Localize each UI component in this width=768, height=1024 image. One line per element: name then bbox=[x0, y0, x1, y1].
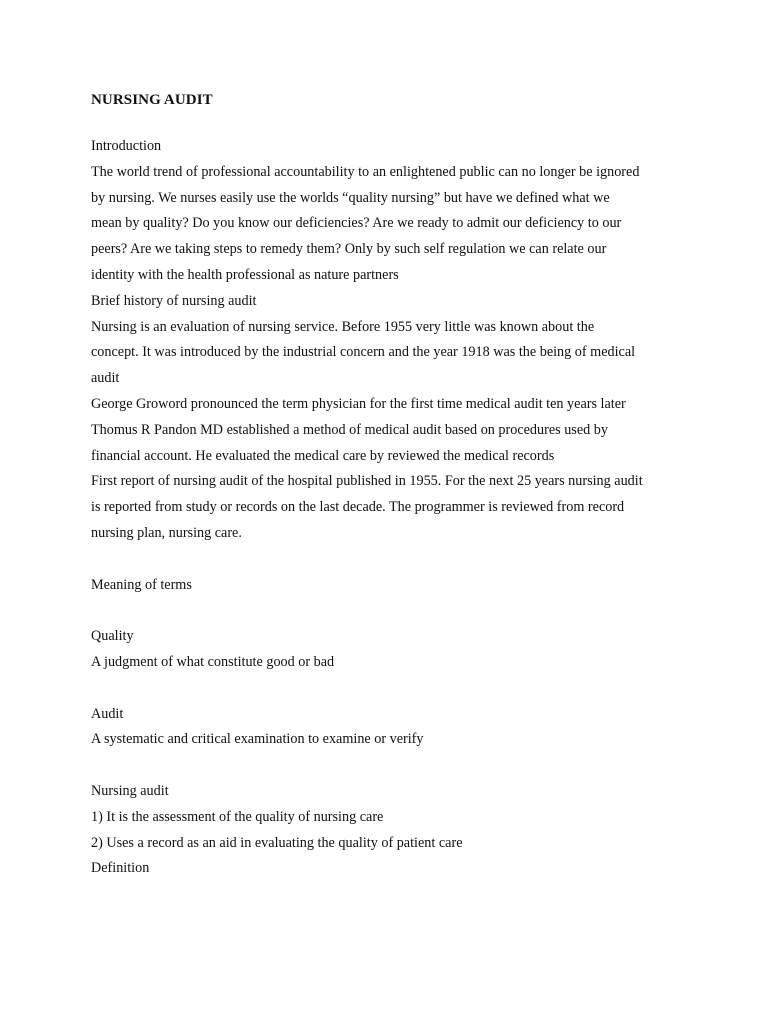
document-body bbox=[91, 89, 691, 882]
text-line: by nursing. We nurses easily use the worlds “quality nursing” but have we defined what we bbox=[91, 189, 610, 206]
text-line: financial account. He evaluated the medical care by reviewed the medical records bbox=[91, 447, 555, 464]
text-line: audit bbox=[91, 370, 120, 387]
text-line: mean by quality? Do you know our deficiencies? Are we ready to admit our deficiency to our bbox=[91, 215, 622, 232]
text-line: nursing plan, nursing care. bbox=[91, 524, 242, 541]
spacer bbox=[91, 111, 691, 134]
document-title: NURSING AUDIT bbox=[91, 92, 213, 108]
heading-introduction: Introduction bbox=[91, 138, 162, 154]
text-line: is reported from study or records on the last decade. The programmer is reviewed from record bbox=[91, 499, 625, 516]
text-line: concept. It was introduced by the industrial concern and the year 1918 was the being of medical bbox=[91, 344, 636, 361]
list-item: 1) It is the assessment of the quality of nursing care bbox=[91, 808, 384, 825]
spacer bbox=[91, 676, 691, 702]
heading-meaning-of-terms: Meaning of terms bbox=[91, 576, 192, 593]
spacer bbox=[91, 598, 691, 624]
heading-brief-history: Brief history of nursing audit bbox=[91, 292, 257, 309]
spacer bbox=[91, 547, 691, 573]
text-line: identity with the health professional as nature partners bbox=[91, 266, 399, 283]
term-audit: Audit bbox=[91, 705, 124, 722]
definition-quality: A judgment of what constitute good or bad bbox=[91, 653, 335, 670]
text-line: First report of nursing audit of the hospital published in 1955. For the next 25 years nursing audit bbox=[91, 473, 643, 490]
text-line: George Groword pronounced the term physician for the first time medical audit ten years later bbox=[91, 395, 626, 412]
text-line: peers? Are we taking steps to remedy them? Only by such self regulation we can relate our bbox=[91, 241, 607, 258]
spacer bbox=[91, 753, 691, 779]
text-line: Nursing is an evaluation of nursing service. Before 1955 very little was known about the bbox=[91, 318, 595, 335]
text-line: The world trend of professional accountability to an enlightened public can no longer be ignored bbox=[91, 163, 640, 180]
text-line: Thomus R Pandon MD established a method of medical audit based on procedures used by bbox=[91, 421, 608, 438]
list-item: 2) Uses a record as an aid in evaluating the quality of patient care bbox=[91, 834, 463, 851]
definition-audit: A systematic and critical examination to examine or verify bbox=[91, 731, 424, 748]
term-quality: Quality bbox=[91, 628, 134, 645]
heading-definition: Definition bbox=[91, 860, 150, 877]
term-nursing-audit: Nursing audit bbox=[91, 782, 169, 799]
